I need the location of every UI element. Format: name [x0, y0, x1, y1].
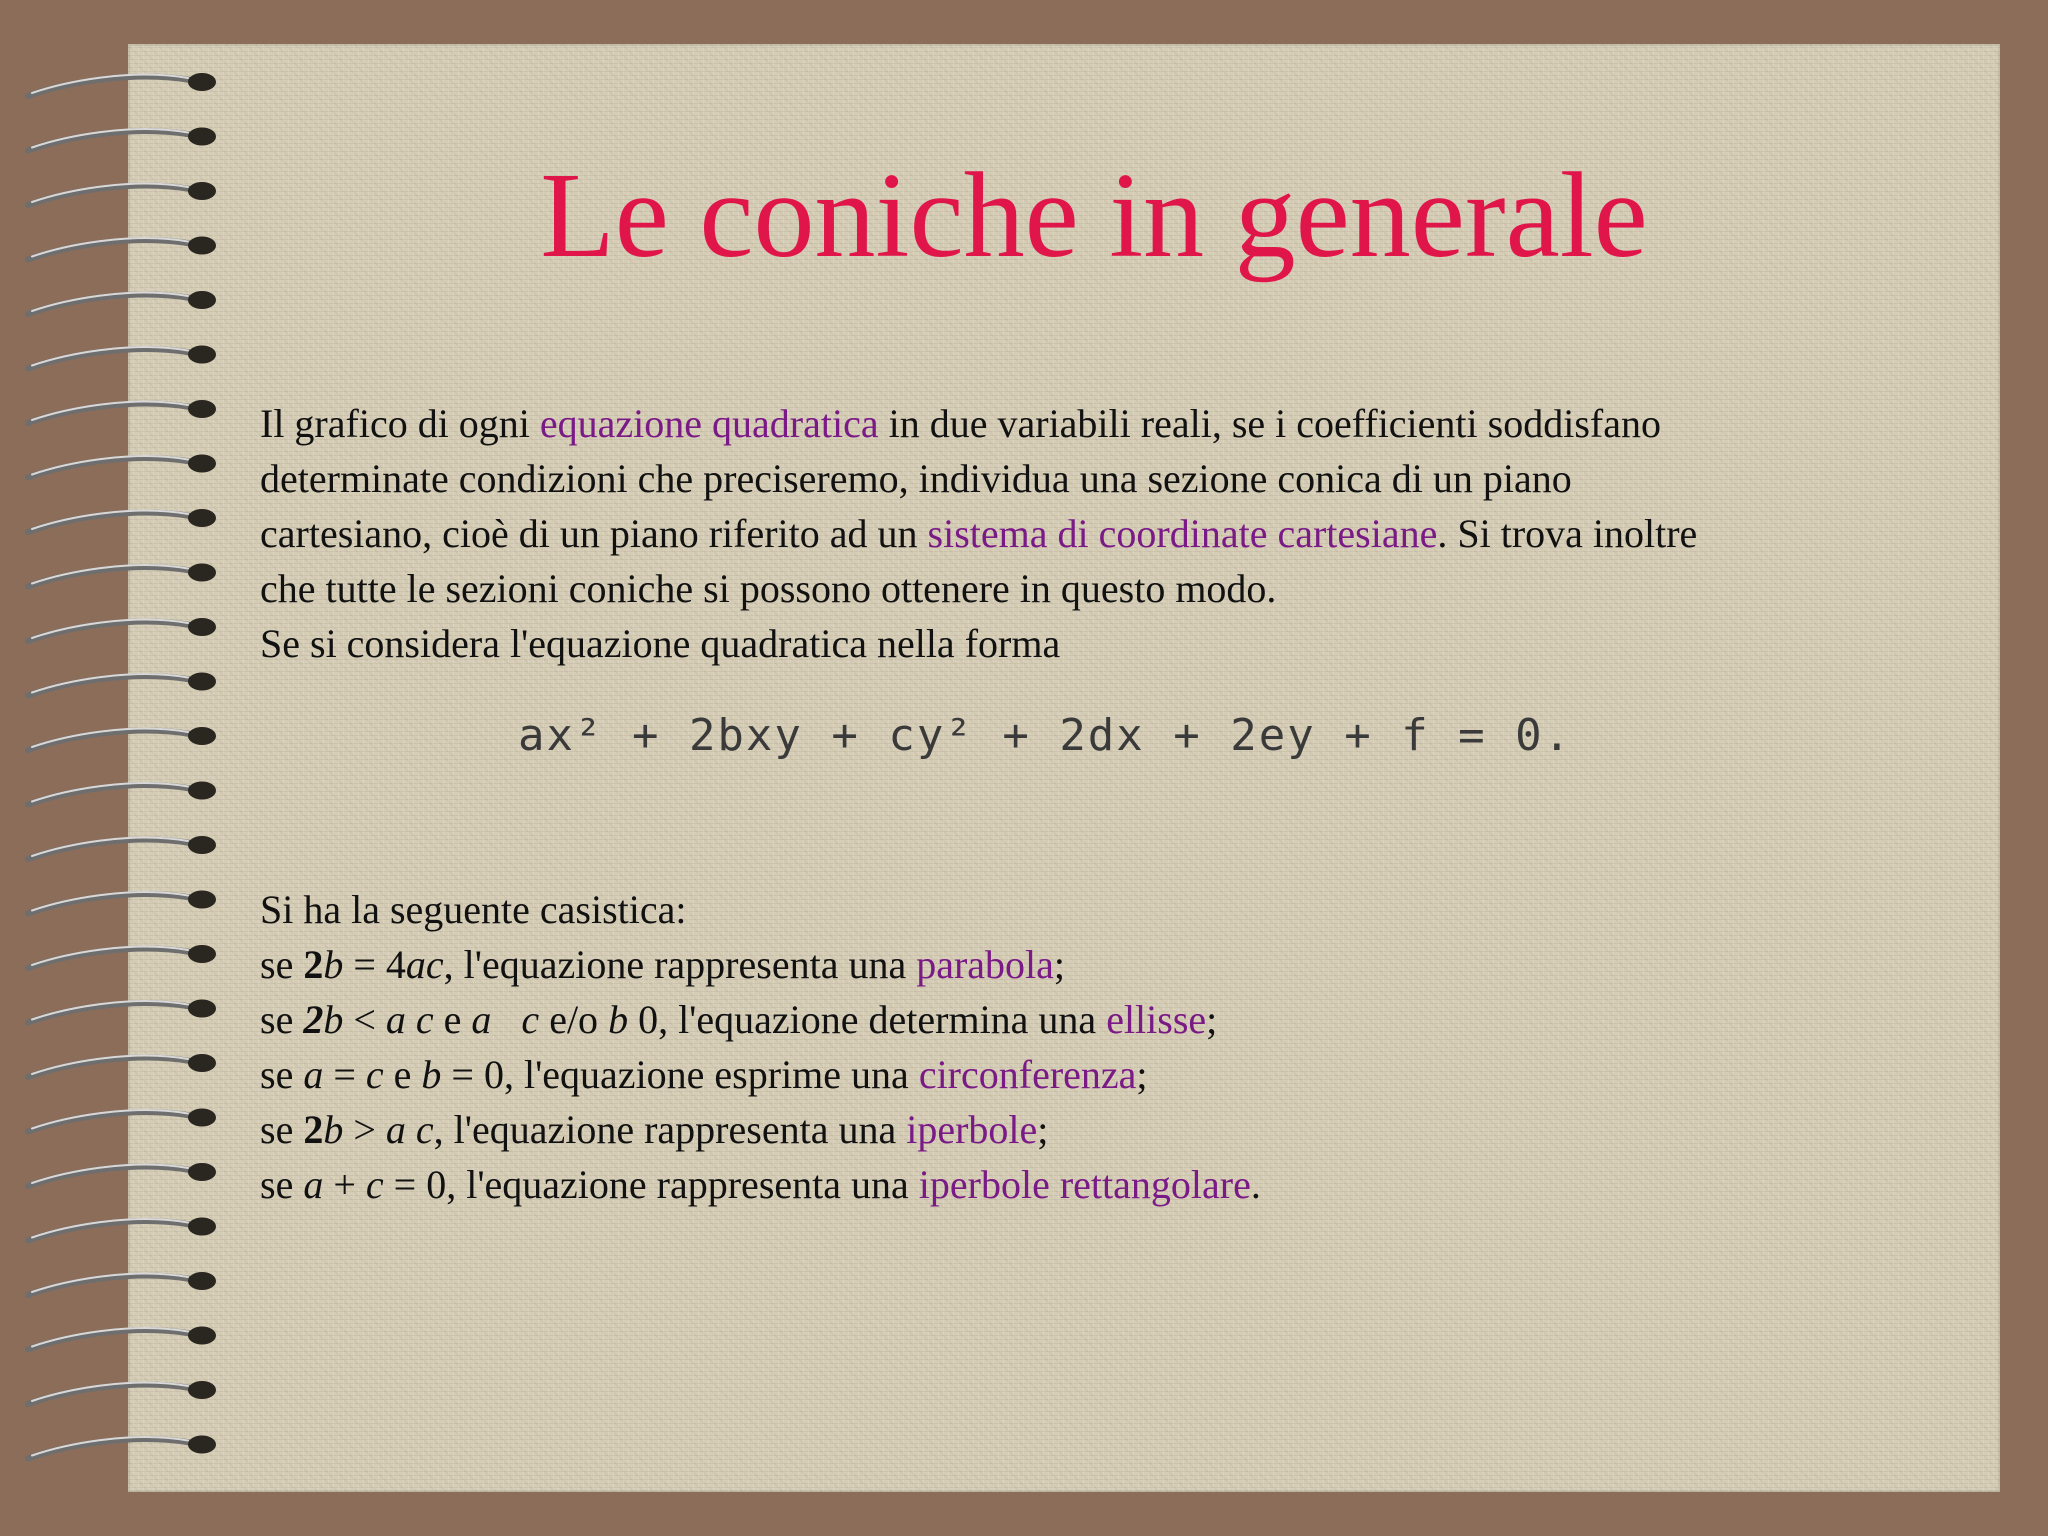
binding-hole: [188, 1327, 216, 1345]
case-iperbole-rettangolare: se a + c = 0, l'equazione rappresenta una iperbole rettangolare.: [260, 1162, 1261, 1207]
paragraph-line: che tutte le sezioni coniche si possono ottenere in questo modo.: [260, 566, 1277, 611]
binding-hole: [188, 1000, 216, 1018]
binding-hole: [188, 291, 216, 309]
case-circonferenza: se a = c e b = 0, l'equazione esprime una circonferenza;: [260, 1052, 1148, 1097]
binding-hole: [188, 1381, 216, 1399]
binding-hole: [188, 73, 216, 91]
binding-hole: [188, 945, 216, 963]
binding-hole: [188, 509, 216, 527]
link-sistema-coordinate[interactable]: sistema di coordinate cartesiane: [927, 511, 1438, 556]
binding-hole: [188, 782, 216, 800]
binding-hole: [188, 618, 216, 636]
binding-hole: [188, 455, 216, 473]
link-equazione-quadratica[interactable]: equazione quadratica: [539, 401, 879, 446]
intro-paragraph: [260, 396, 1910, 671]
binding-hole: [188, 346, 216, 364]
link-parabola[interactable]: parabola: [916, 942, 1054, 987]
binding-hole: [188, 128, 216, 146]
link-circonferenza[interactable]: circonferenza: [918, 1052, 1137, 1097]
link-iperbole[interactable]: iperbole: [906, 1107, 1038, 1152]
binding-hole: [188, 1109, 216, 1127]
slide-title: Le coniche in generale: [540, 148, 1648, 283]
link-iperbole-rettangolare[interactable]: iperbole rettangolare: [918, 1162, 1251, 1207]
paragraph-line: Il grafico di ogni equazione quadratica in due variabili reali, se i coefficienti soddisfano: [260, 401, 1661, 446]
paragraph-line: determinate condizioni che preciseremo, individua una sezione conica di un piano: [260, 456, 1572, 501]
binding-hole: [188, 400, 216, 418]
binding-hole: [188, 1054, 216, 1072]
binding-hole: [188, 1436, 216, 1454]
binding-hole: [188, 727, 216, 745]
case-parabola: se 2b = 4ac, l'equazione rappresenta una parabola;: [260, 942, 1066, 987]
paragraph-line: cartesiano, cioè di un piano riferito ad un sistema di coordinate cartesiane. Si trova inoltre: [260, 511, 1698, 556]
case-iperbole: se 2b > a c, l'equazione rappresenta una iperbole;: [260, 1107, 1049, 1152]
case-ellisse: se 2b < a c e a c e/o b 0, l'equazione determina una ellisse;: [260, 997, 1218, 1042]
binding-hole: [188, 564, 216, 582]
cases-intro: Si ha la seguente casistica:: [260, 887, 687, 932]
binding-hole: [188, 1163, 216, 1181]
paragraph-line: Se si considera l'equazione quadratica nella forma: [260, 621, 1061, 666]
binding-hole: [188, 1218, 216, 1236]
binding-hole: [188, 891, 216, 909]
binding-hole: [188, 1272, 216, 1290]
cases-list: [260, 882, 1910, 1212]
quadratic-formula: ax² + 2bxy + cy² + 2dx + 2ey + f = 0.: [518, 710, 1573, 761]
binding-hole: [188, 836, 216, 854]
link-ellisse[interactable]: ellisse: [1106, 997, 1207, 1042]
binding-hole: [188, 673, 216, 691]
